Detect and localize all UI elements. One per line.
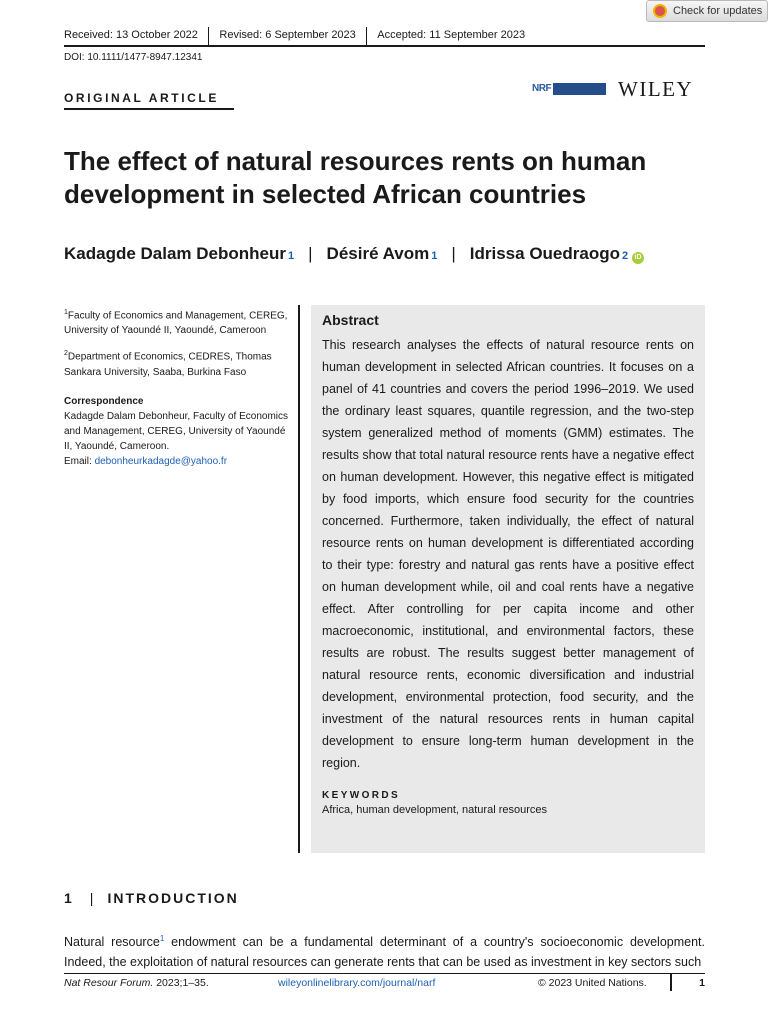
intro-text-rest: endowment can be a fundamental determinant of a country's socioeconomic development. Indeed, the exploitation of natural resources can generate rents that can be used as investment in key sectors such bbox=[64, 935, 705, 970]
received-date: Received: 13 October 2022 bbox=[64, 29, 198, 41]
correspondence-address: Kadagde Dalam Debonheur, Faculty of Economics and Management, CEREG, University of Yaoundé II, Yaoundé, Cameroon. bbox=[64, 410, 289, 452]
affiliation-text: Faculty of Economics and Management, CEREG, University of Yaoundé II, Yaoundé, Cameroon bbox=[64, 310, 288, 337]
footer-separator bbox=[670, 973, 672, 991]
author-affiliation-marker[interactable]: 1 bbox=[431, 250, 438, 262]
intro-text-start: Natural resource bbox=[64, 935, 160, 950]
article-type: ORIGINAL ARTICLE bbox=[64, 91, 219, 105]
author-name[interactable]: Kadagde Dalam Debonheur bbox=[64, 244, 286, 263]
affiliation bbox=[64, 305, 294, 338]
email-link[interactable]: debonheurkadagde@yahoo.fr bbox=[94, 455, 228, 467]
journal-logo-bar bbox=[553, 83, 606, 95]
affiliation-number: 1 bbox=[64, 309, 68, 316]
doi[interactable]: DOI: 10.1111/1477-8947.12341 bbox=[64, 52, 203, 63]
author-affiliation-marker[interactable]: 1 bbox=[288, 250, 295, 262]
article-dates bbox=[64, 27, 525, 45]
date-separator bbox=[366, 27, 368, 45]
author-separator: | bbox=[308, 244, 313, 263]
page-footer bbox=[64, 977, 705, 993]
footnote-marker[interactable]: 1 bbox=[159, 934, 165, 943]
journal-logo bbox=[532, 83, 606, 95]
correspondence-heading: Correspondence bbox=[64, 395, 144, 407]
abstract-box bbox=[311, 305, 705, 853]
section-separator: | bbox=[89, 890, 94, 906]
footer-citation bbox=[64, 977, 209, 989]
revised-date: Revised: 6 September 2023 bbox=[219, 29, 356, 41]
intro-paragraph bbox=[64, 929, 705, 972]
check-for-updates-button[interactable] bbox=[646, 0, 768, 22]
author-list bbox=[64, 244, 644, 264]
abstract-heading: Abstract bbox=[322, 312, 379, 328]
correspondence-text bbox=[64, 409, 294, 469]
page-number: 1 bbox=[699, 977, 705, 989]
affiliation-number: 2 bbox=[64, 350, 68, 358]
footer-journal-name: Nat Resour Forum. bbox=[64, 977, 154, 989]
affiliations-column bbox=[64, 305, 294, 477]
publisher-logo: WILEY bbox=[618, 77, 694, 101]
section-title: INTRODUCTION bbox=[107, 890, 239, 906]
section-number: 1 bbox=[64, 890, 74, 906]
footer-rule bbox=[64, 973, 705, 974]
accepted-date: Accepted: 11 September 2023 bbox=[377, 29, 526, 41]
footer-url-link[interactable]: wileyonlinelibrary.com/journal/narf bbox=[278, 977, 436, 989]
abstract-text: This research analyses the effects of natural resource rents on human development in selected African countries. It focuses on a panel of 41 countries and covers the period 1996–2019. We used the ordinary least squares, quantile regression, and the two-step system generalized method of moments (GMM) estimates. The results show that total natural resource rents have a negative effect on human development. However, this negative effect is mitigated by food imports, which ensure food security for the countries concerned. Furthermore, taken individually, the effect of natural resource rents on human development is differentiated according to their type: forestry and natural gas rents have a positive effect on human development while, oil and coal rents have a negative effect. After controlling for per capita income and other macroeconomic, institutional, and environmental factors, these results are robust. The results suggest better management of natural resource rents, economic diversification and industrial development, environmental protection, food security, and the investment of the natural resources rents in human capital development to ensure long-term human development in the region. bbox=[322, 338, 694, 770]
author-name[interactable]: Désiré Avom bbox=[326, 244, 430, 263]
author-name[interactable]: Idrissa Ouedraogo bbox=[469, 244, 620, 263]
email-label: Email: bbox=[64, 455, 95, 467]
journal-logo-text: NRF bbox=[532, 83, 552, 94]
column-divider bbox=[298, 305, 300, 853]
section-heading bbox=[64, 890, 239, 906]
keywords: Africa, human development, natural resources bbox=[322, 804, 548, 816]
article-title: The effect of natural resources rents on human development in selected African countries bbox=[64, 146, 647, 209]
date-separator bbox=[208, 27, 210, 45]
article-type-underline bbox=[64, 108, 234, 110]
affiliation bbox=[64, 346, 294, 379]
header-rule bbox=[64, 45, 705, 47]
footer-copyright: © 2023 United Nations. bbox=[538, 977, 647, 989]
author-affiliation-marker[interactable]: 2 bbox=[621, 250, 629, 262]
crossmark-icon bbox=[653, 4, 667, 18]
footer-volume: 2023;1–35. bbox=[153, 977, 209, 989]
keywords-heading: KEYWORDS bbox=[322, 790, 401, 801]
affiliation-text: Department of Economics, CEDRES, Thomas Sankara University, Saaba, Burkina Faso bbox=[64, 351, 272, 378]
orcid-icon[interactable]: iD bbox=[632, 252, 644, 264]
author-separator: | bbox=[451, 244, 456, 263]
check-for-updates-label: Check for updates bbox=[673, 5, 763, 17]
